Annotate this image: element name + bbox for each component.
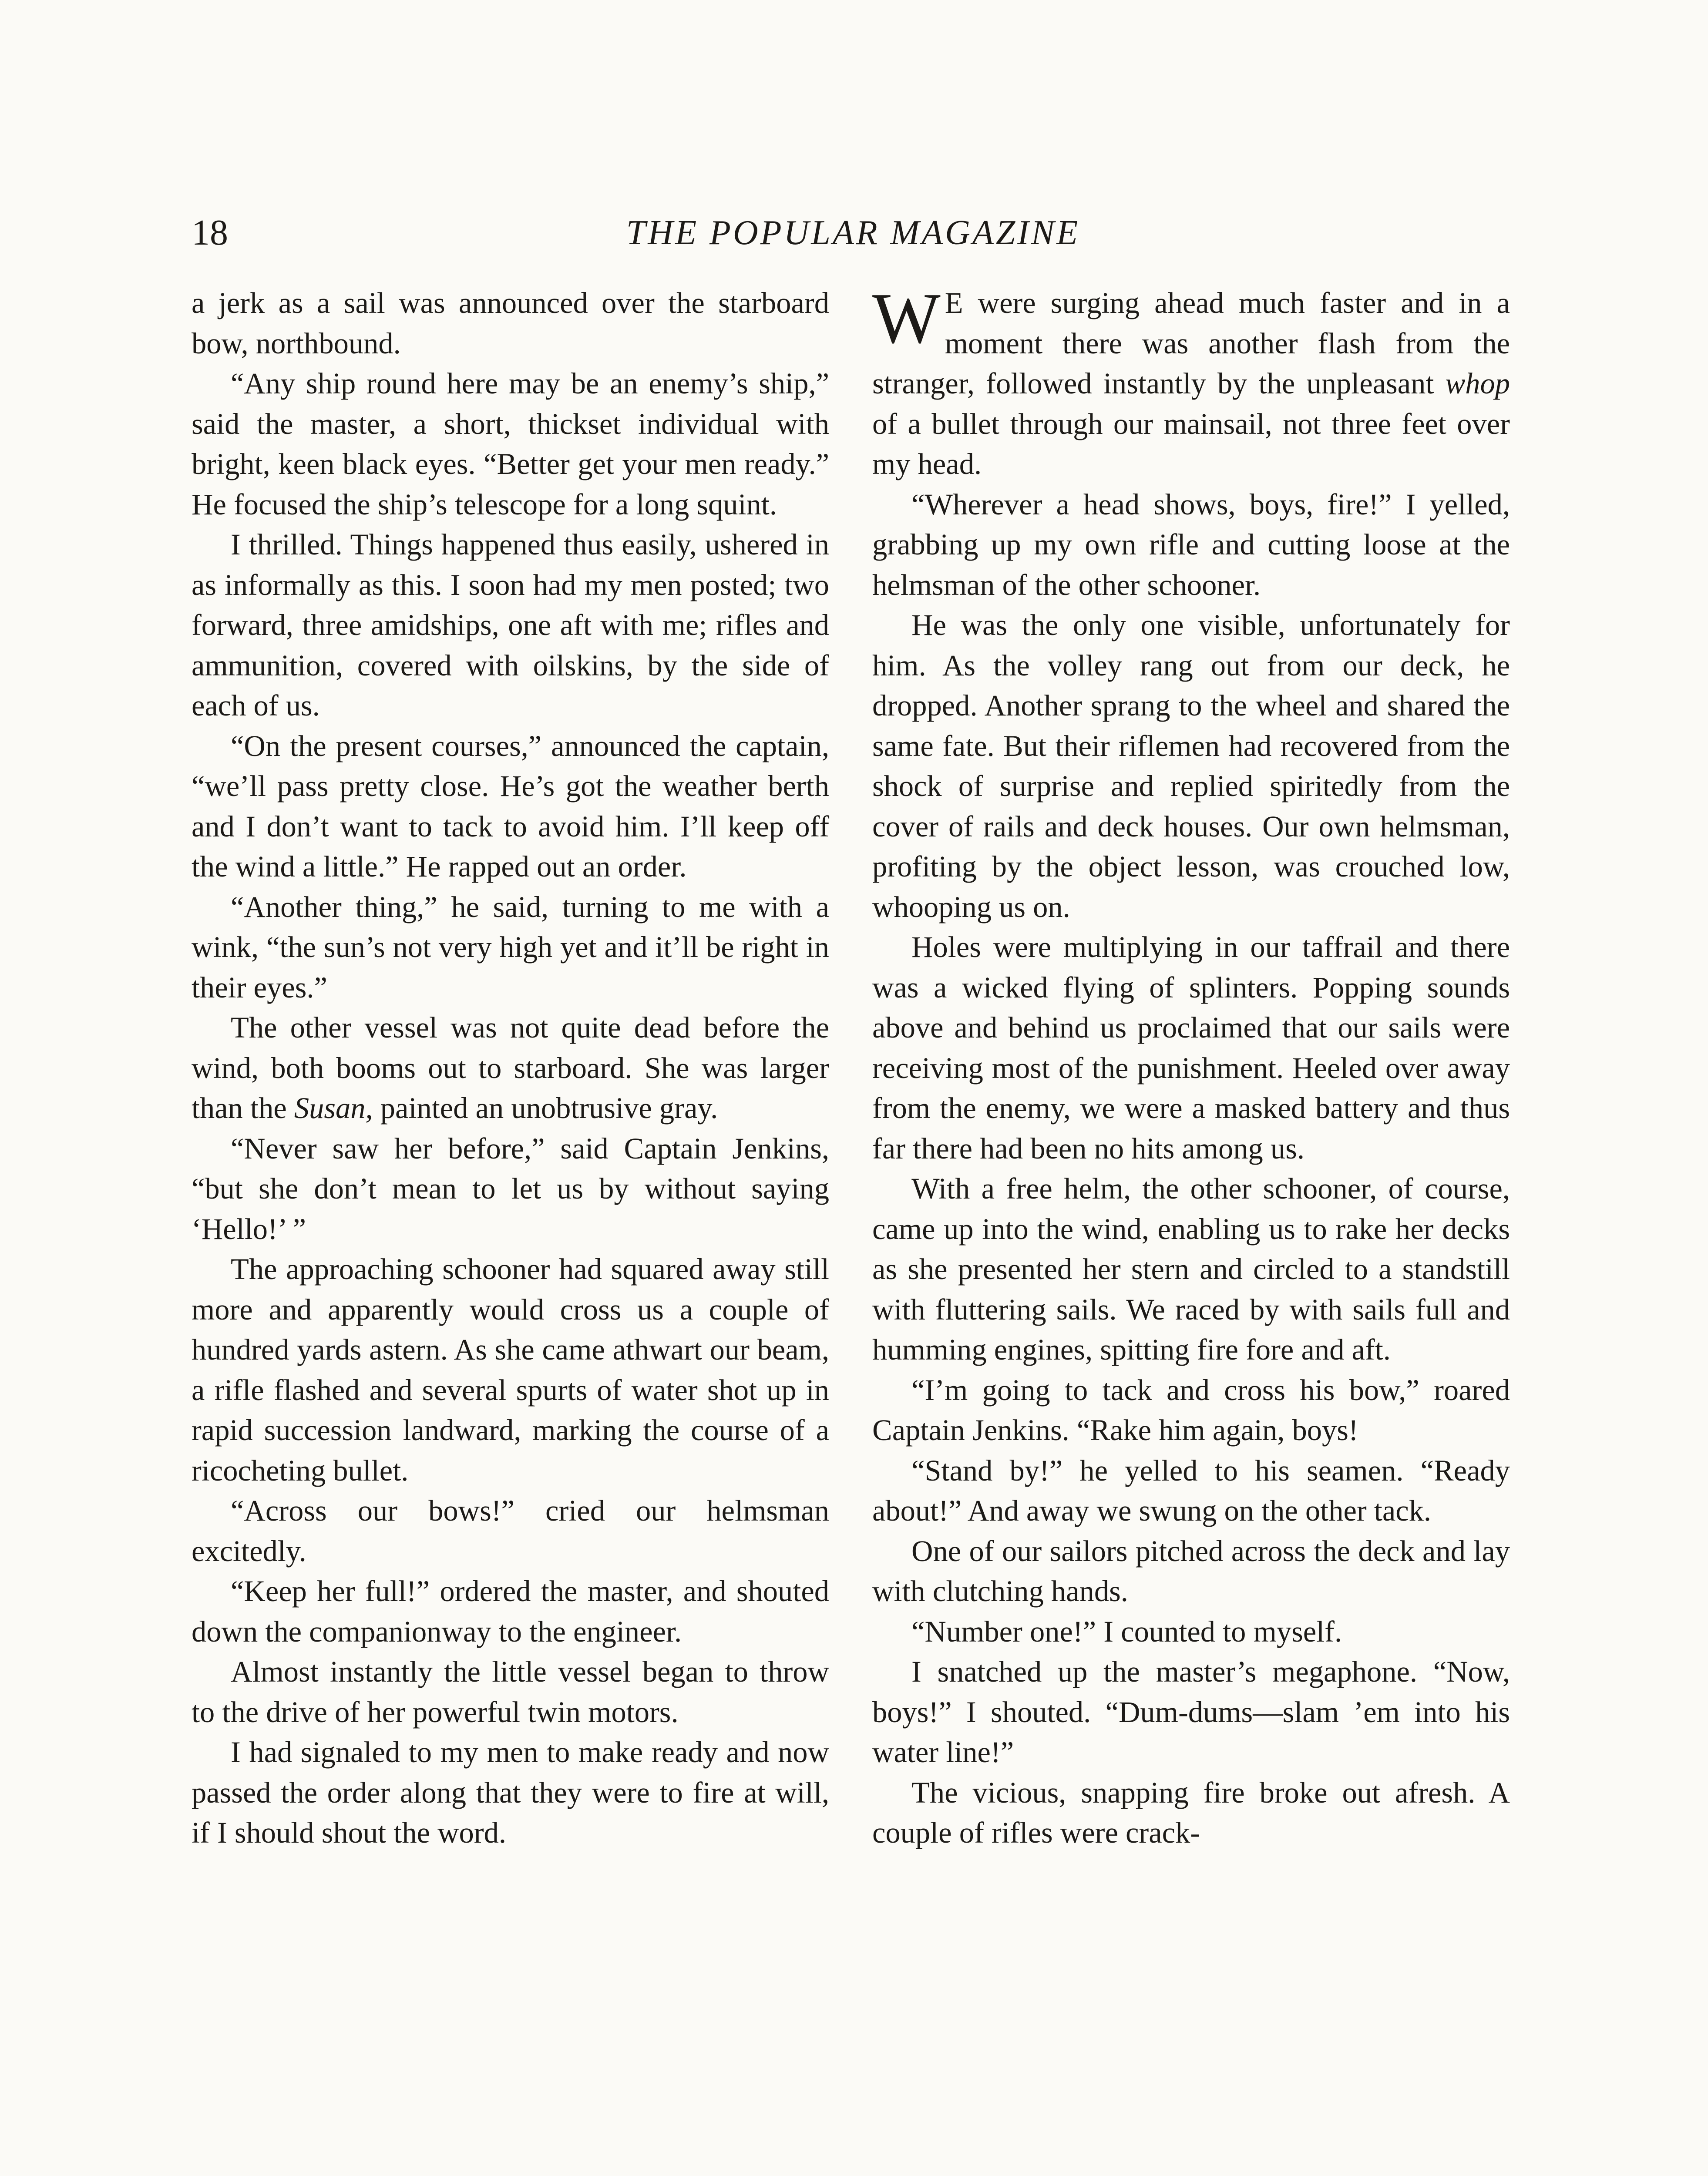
text-run: E were surging ahead much faster and in a moment there was another flash from the stranger, followed instantly by the unpleasant bbox=[872, 286, 1510, 400]
paragraph: “Wherever a head shows, boys, fire!” I yelled, grabbing up my own rifle and cutting loose at the helmsman of the other schooner. bbox=[872, 487, 1510, 601]
paragraph-vessel bbox=[192, 1007, 829, 1128]
paragraph: “On the present courses,” announced the captain, “we’ll pass pretty close. He’s got the weather berth and I don’t want to tack to avoid him. I’ll keep off the wind a little.” He rapped out an order. bbox=[192, 729, 829, 883]
paragraph: I thrilled. Things happened thus easily, ushered in as informally as this. I soon had my men posted; two forward, three amidships, one aft with me; rifles and ammunition, covered with oilskins, by the side of each of us. bbox=[192, 528, 829, 722]
paragraph: Holes were multiplying in our taffrail and there was a wicked flying of splinters. Popping sounds above and behind us proclaimed that our sails were receiving most of the punishment. Heeled over away from the enemy, we were a masked battery and thus far there had been no hits among us. bbox=[872, 930, 1510, 1165]
paragraph: One of our sailors pitched across the deck and lay with clutching hands. bbox=[872, 1534, 1510, 1608]
paragraph: Almost instantly the little vessel began to throw to the drive of her powerful twin motors. bbox=[192, 1655, 829, 1729]
paragraph: “Keep her full!” ordered the master, and shouted down the companionway to the engineer. bbox=[192, 1575, 829, 1648]
drop-cap: W bbox=[872, 278, 941, 358]
ship-name: Susan, bbox=[294, 1091, 373, 1125]
paragraph: The vicious, snapping fire broke out afresh. A couple of rifles were crack- bbox=[872, 1776, 1510, 1849]
running-head: THE POPULAR MAGAZINE bbox=[626, 214, 1080, 252]
paragraph: With a free helm, the other schooner, of course, came up into the wind, enabling us to rake her decks as she presented her stern and circled to a standstill with fluttering sails. We raced by with sails full and humming engines, spitting fire fore and aft. bbox=[872, 1172, 1510, 1366]
paragraph: “I’m going to tack and cross his bow,” roared Captain Jenkins. “Rake him again, boys! bbox=[872, 1373, 1510, 1447]
paragraph: “Stand by!” he yelled to his seamen. “Ready about!” And away we swung on the other tack. bbox=[872, 1454, 1510, 1527]
paragraph: “Any ship round here may be an enemy’s ship,” said the master, a short, thickset individual with bright, keen black eyes. “Better get your men ready.” He focused the ship’s telescope for a long squint. bbox=[192, 367, 829, 521]
paragraph: He was the only one visible, unfortunately for him. As the volley rang out from our deck, he dropped. Another sprang to the wheel and shared the same fate. But their riflemen had recovered from the shock of surprise and replied spiritedly from the cover of rails and deck houses. Our own helmsman, profiting by the object lesson, was crouched low, whooping us on. bbox=[872, 608, 1510, 923]
paragraph: The approaching schooner had squared away still more and apparently would cross us a couple of hundred yards astern. As she came athwart our beam, a rifle flashed and several spurts of water shot up in rapid succession landward, marking the course of a ricocheting bullet. bbox=[192, 1253, 829, 1487]
paragraph: “Never saw her before,” said Captain Jenkins, “but she don’t mean to let us by without saying ‘Hello!’ ” bbox=[192, 1132, 829, 1246]
paragraph: “Number one!” I counted to myself. bbox=[911, 1615, 1342, 1648]
right-column bbox=[872, 278, 1510, 1853]
paragraph: I snatched up the master’s megaphone. “Now, boys!” I shouted. “Dum-dums—slam ’em into his water line!” bbox=[872, 1655, 1510, 1769]
text-run: of a bullet through our mainsail, not three feet over my head. bbox=[872, 407, 1510, 480]
opening-paragraph bbox=[872, 278, 1510, 484]
emphasis: whop bbox=[1445, 367, 1510, 400]
paragraph: “Across our bows!” cried our helmsman excitedly. bbox=[192, 1494, 829, 1568]
text-run: painted an unobtrusive gray. bbox=[373, 1091, 718, 1125]
paragraph: a jerk as a sail was announced over the starboard bow, northbound. bbox=[192, 286, 829, 360]
left-column bbox=[192, 283, 829, 1853]
page-number: 18 bbox=[192, 212, 228, 253]
paragraph: I had signaled to my men to make ready and now passed the order along that they were to fire at will, if I should shout the word. bbox=[192, 1736, 829, 1849]
text-run: The other vessel was not quite dead before the wind, both booms out to starboard. She was larger than the bbox=[192, 1011, 829, 1125]
paragraph: “Another thing,” he said, turning to me with a wink, “the sun’s not very high yet and it’ll be right in their eyes.” bbox=[192, 890, 829, 1004]
page-header bbox=[192, 205, 1515, 261]
